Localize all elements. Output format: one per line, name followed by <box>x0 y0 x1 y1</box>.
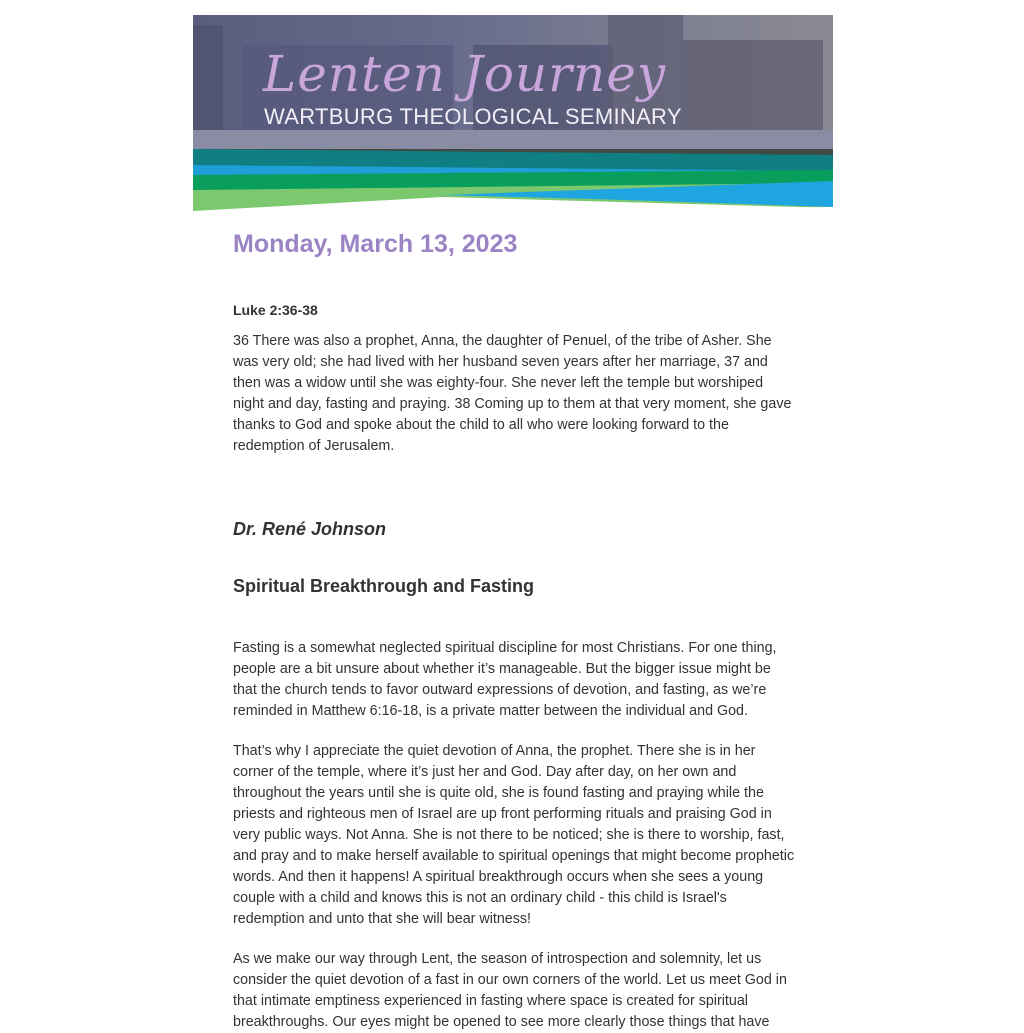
scripture-reference: Luke 2:36-38 <box>233 302 318 318</box>
devotion-date: Monday, March 13, 2023 <box>233 230 518 258</box>
banner-title: Lenten Journey <box>263 45 667 103</box>
paragraph: That’s why I appreciate the quiet devotion of Anna, the prophet. There she is in her corner of the temple, where it’s just her and God. Day after day, on her own and throughout the years until she is quite old, she is found fasting and praying while the priests and righteous men of Israel are up front performing rituals and praising God in very public ways. Not Anna. She is not there to be noticed; she is there to worship, fast, and pray and to make herself available to spiritual openings that might become prophetic words. And then it happens! A spiritual breakthrough occurs when she sees a young couple with a child and knows this is not an ordinary child - this child is Israel's redemption and unto that she will bear witness! <box>233 743 795 927</box>
author-name: Dr. René Johnson <box>233 519 387 539</box>
paragraph: As we make our way through Lent, the season of introspection and solemnity, let us consider the quiet devotion of a fast in our own corners of the world. Let us meet God in that intimate emptiness experienced in fasting where space is created for spiritual breakthroughs. Our eyes might be opened to see more clearly those things that have <box>233 951 787 1030</box>
banner-subtitle: WARTBURG THEOLOGICAL SEMINARY <box>264 104 682 129</box>
devotion-heading: Spiritual Breakthrough and Fasting <box>233 576 535 596</box>
scripture-text: 36 There was also a prophet, Anna, the daughter of Penuel, of the tribe of Asher. She was very old; she had lived with her husband seven years after her marriage, 37 and then was a widow until she was eighty-four. She never left the temple but worshiped night and day, fasting and praying. 38 Coming up to them at that very moment, she gave thanks to God and spoke about the child to all who were looking forward to the redemption of Jerusalem. <box>233 333 792 454</box>
paragraph: Fasting is a somewhat neglected spiritual discipline for most Christians. For one thing, people are a bit unsure about whether it’s manageable. But the bigger issue might be that the church tends to favor outward expressions of devotion, and fasting, as we’re reminded in Matthew 6:16-18, is a private matter between the individual and God. <box>233 640 777 719</box>
header-banner <box>193 15 833 211</box>
